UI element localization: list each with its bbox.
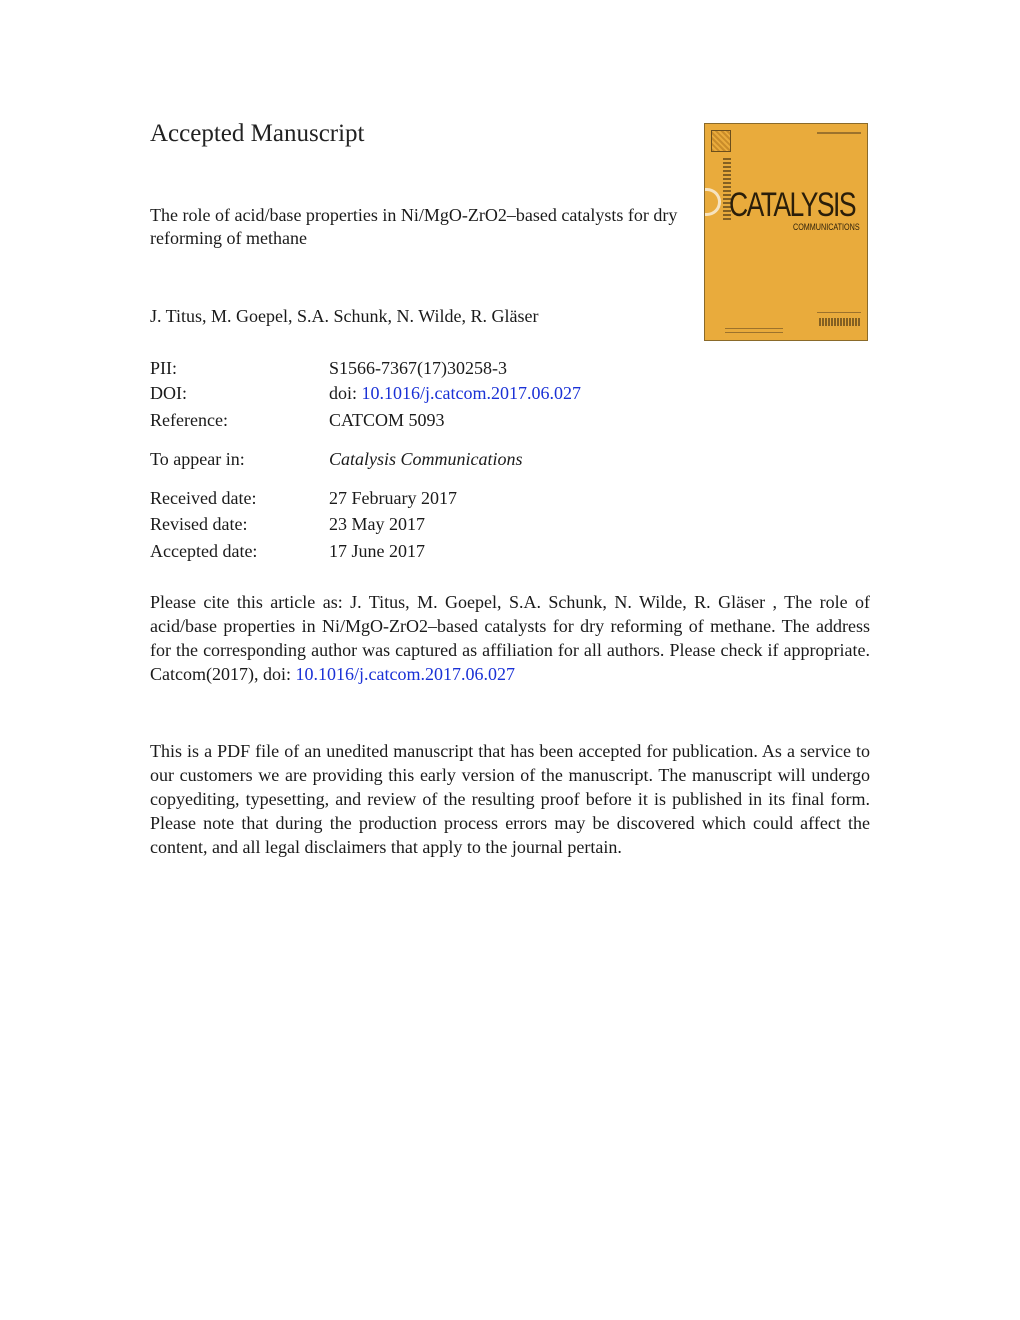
page-heading: Accepted Manuscript <box>150 120 365 147</box>
appear-value: Catalysis Communications <box>329 449 523 469</box>
cover-decoration <box>725 332 783 333</box>
citation-doi-link[interactable]: 10.1016/j.catcom.2017.06.027 <box>295 664 515 684</box>
cover-c-mark-icon <box>705 188 721 216</box>
sciencedirect-mark-icon <box>819 318 861 326</box>
publisher-logo-icon <box>711 130 731 152</box>
pii-label: PII: <box>150 358 177 378</box>
cover-decoration <box>817 132 861 134</box>
reference-value: CATCOM 5093 <box>329 410 445 430</box>
appear-label: To appear in: <box>150 449 245 469</box>
citation-paragraph <box>150 590 870 686</box>
disclaimer-paragraph: This is a PDF file of an unedited manuscript that has been accepted for publication. As a service to our customers we are providing this early version of the manuscript. The manuscript will undergo copyediting, typesetting, and review of the resulting proof before it is published in its final form. Please note that during the production process errors may be discovered which could affect the content, and all legal disclaimers that apply to the journal pertain. <box>150 741 870 857</box>
meta-received <box>150 486 457 510</box>
received-value: 27 February 2017 <box>329 488 457 508</box>
meta-reference <box>150 408 445 432</box>
reference-label: Reference: <box>150 410 228 430</box>
doi-prefix: doi: <box>329 383 358 403</box>
journal-cover <box>704 123 868 341</box>
cover-journal-subtitle: COMMUNICATIONS <box>793 222 860 232</box>
received-label: Received date: <box>150 488 257 508</box>
cover-decoration <box>817 312 861 313</box>
meta-revised <box>150 512 425 536</box>
accepted-value: 17 June 2017 <box>329 541 425 561</box>
cover-journal-name: CATALYSIS <box>729 186 855 224</box>
cover-decoration <box>725 328 783 329</box>
article-title: The role of acid/base properties in Ni/MgO-ZrO2–based catalysts for dry reforming of methane <box>150 205 678 248</box>
citation-text: Please cite this article as: J. Titus, M. Goepel, S.A. Schunk, N. Wilde, R. Gläser , The role of acid/base properties in Ni/MgO-ZrO2–based catalysts for dry reforming of methane. The address for the corresponding author was captured as affiliation for all authors. Please check if appropriate. Catcom(2017), doi: <box>150 592 870 684</box>
pii-value: S1566-7367(17)30258-3 <box>329 358 507 378</box>
revised-value: 23 May 2017 <box>329 514 425 534</box>
authors: J. Titus, M. Goepel, S.A. Schunk, N. Wilde, R. Gläser <box>150 306 539 326</box>
revised-label: Revised date: <box>150 514 248 534</box>
doi-link[interactable]: 10.1016/j.catcom.2017.06.027 <box>361 383 581 403</box>
meta-appear-in <box>150 447 523 471</box>
accepted-label: Accepted date: <box>150 541 258 561</box>
meta-pii <box>150 356 507 380</box>
meta-doi <box>150 381 581 405</box>
meta-accepted <box>150 539 425 563</box>
doi-label: DOI: <box>150 383 187 403</box>
